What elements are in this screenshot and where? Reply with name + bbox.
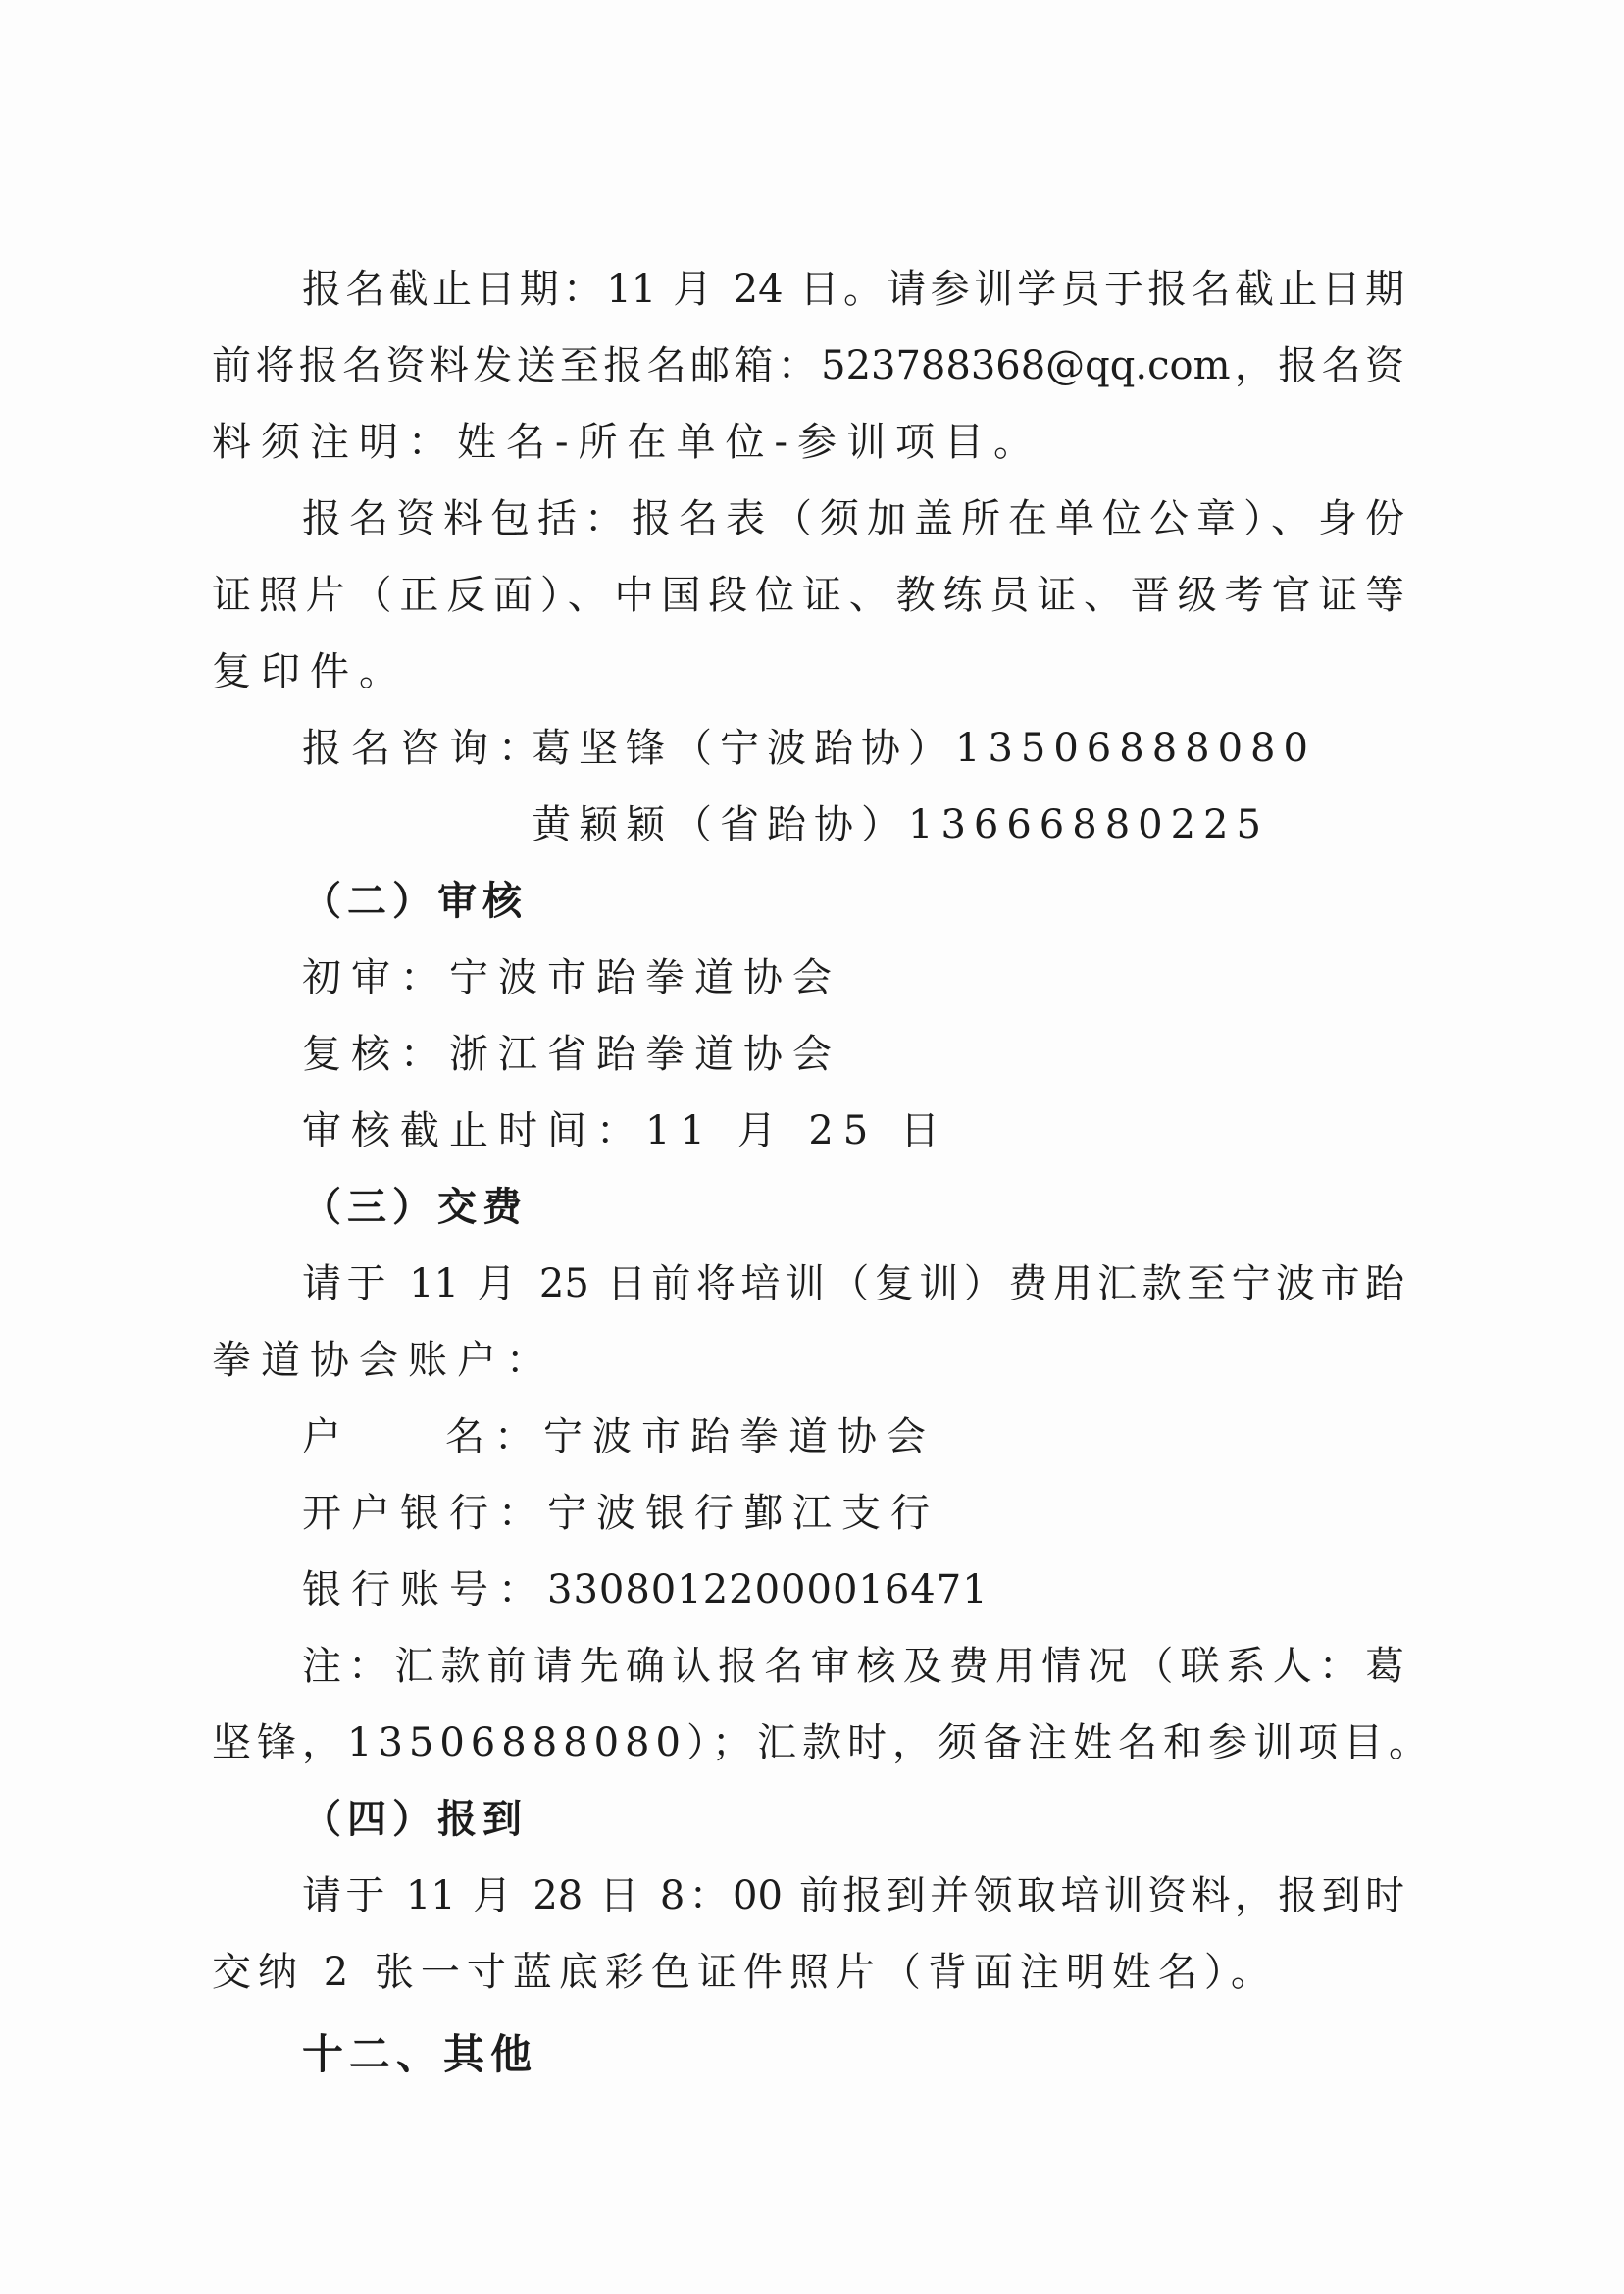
payment-account-no: 33080122000016471: [547, 1567, 989, 1612]
registration-materials-line-2: 证照片（正反面）、中国段位证、教练员证、晋级考官证等: [212, 573, 1404, 618]
registration-materials-line-3: 复印件。: [212, 649, 408, 694]
payment-account-no-label: 银行账号：: [302, 1567, 547, 1612]
review-initial: 初审：宁波市跆拳道协会: [302, 955, 841, 1000]
payment-intro-line-1: 请于 11 月 25 日前将培训（复训）费用汇款至宁波市跆: [302, 1261, 1404, 1306]
section-12-heading: 十二、其他: [302, 2030, 538, 2078]
registration-consult-contact-2: 黄颖颖（省跆协）13666880225: [532, 802, 1269, 847]
checkin-line-1: 请于 11 月 28 日 8：00 前报到并领取培训资料，报到时: [302, 1873, 1404, 1918]
registration-deadline-line-3: 料须注明：姓名-所在单位-参训项目。: [212, 420, 1043, 465]
payment-bank-row: [302, 1475, 939, 1552]
review-recheck: 复核：浙江省跆拳道协会: [302, 1032, 841, 1077]
registration-consult-label: 报名咨询：: [302, 726, 547, 771]
checkin-line-2: 交纳 2 张一寸蓝底彩色证件照片（背面注明姓名）。: [212, 1950, 1277, 1995]
registration-consult-contact-1: 葛坚锋（宁波跆协）13506888080: [532, 726, 1316, 771]
payment-bank: 宁波银行鄞江支行: [547, 1491, 939, 1536]
registration-deadline-line-2: 前将报名资料发送至报名邮箱：523788368@qq.com，报名资: [212, 343, 1404, 388]
payment-intro-line-2: 拳道协会账户：: [212, 1338, 555, 1383]
payment-heading: （三）交费: [302, 1185, 528, 1230]
payment-note-line-1: 注：汇款前请先确认报名审核及费用情况（联系人：葛: [302, 1644, 1404, 1689]
registration-materials-line-1: 报名资料包括：报名表（须加盖所在单位公章）、身份: [302, 496, 1404, 541]
review-deadline: 审核截止时间：11 月 25 日: [302, 1108, 949, 1153]
payment-account-no-row: [302, 1552, 989, 1628]
payment-account-name-label-b: 名：: [445, 1414, 543, 1459]
payment-account-name-row: [302, 1399, 936, 1475]
checkin-heading: （四）报到: [302, 1797, 528, 1842]
payment-note-line-2: 坚锋，13506888080）；汇款时，须备注姓名和参训项目。: [212, 1720, 1434, 1765]
payment-account-name-label-a: 户: [302, 1414, 351, 1459]
payment-account-name: 宁波市跆拳道协会: [543, 1414, 936, 1459]
registration-deadline-line-1: 报名截止日期：11 月 24 日。请参训学员于报名截止日期: [302, 267, 1404, 312]
review-heading: （二）审核: [302, 879, 528, 924]
payment-bank-label: 开户银行：: [302, 1491, 547, 1536]
